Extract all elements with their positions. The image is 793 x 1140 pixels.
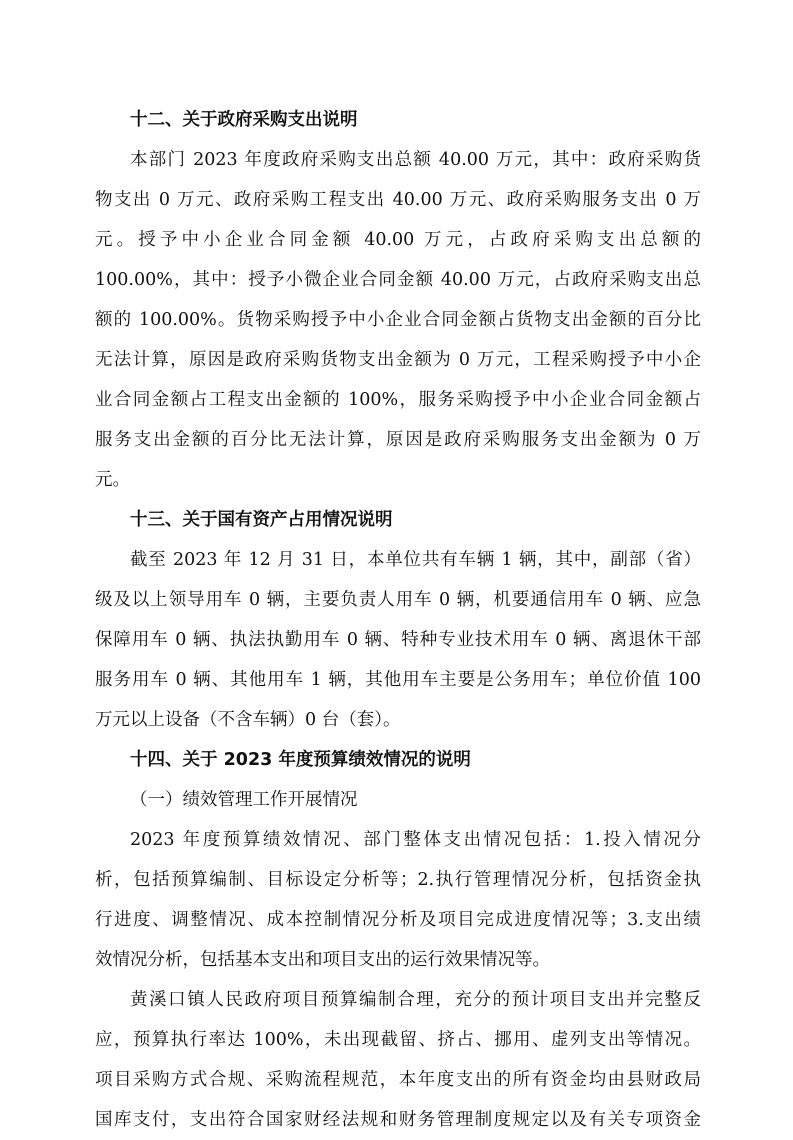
document-page (95, 100, 701, 1140)
text-line: 服务用车 0 辆、其他用车 1 辆，其他用车主要是公务用车；单位价值 100 (95, 670, 701, 690)
text-line: 应，预算执行率达 100%，未出现截留、挤占、挪用、虚列支出等情况。 (95, 1030, 701, 1050)
text-line: 无法计算，原因是政府采购货物支出金额为 0 万元，工程采购授予中小企 (95, 350, 701, 370)
text-line: 本部门 2023 年度政府采购支出总额 40.00 万元，其中：政府采购货 (130, 150, 701, 170)
text-line: 元。 (95, 470, 130, 490)
text-line: 国库支付，支出符合国家财经法规和财务管理制度规定以及有关专项资金 (95, 1110, 701, 1130)
section-13-paragraph (95, 540, 701, 740)
section-12-paragraph (95, 140, 701, 500)
text-line: 项目采购方式合规、采购流程规范，本年度支出的所有资金均由县财政局 (95, 1070, 701, 1090)
text-line: 100.00%，其中：授予小微企业合同金额 40.00 万元，占政府采购支出总 (95, 270, 701, 290)
text-line: 效情况分析，包括基本支出和项目支出的运行效果情况等。 (95, 950, 550, 970)
text-line: 析，包括预算编制、目标设定分析等；2.执行管理情况分析，包括资金执 (95, 870, 701, 890)
text-line: 2023 年度预算绩效情况、部门整体支出情况包括：1.投入情况分 (130, 830, 701, 850)
section-12-heading: 十二、关于政府采购支出说明 (130, 110, 358, 130)
section-14-heading: 十四、关于 2023 年度预算绩效情况的说明 (130, 750, 471, 770)
section-13-heading: 十三、关于国有资产占用情况说明 (130, 510, 393, 530)
text-line: 业合同金额占工程支出金额的 100%，服务采购授予中小企业合同金额占 (95, 390, 701, 410)
text-line: 元。授予中小企业合同金额 40.00 万元，占政府采购支出总额的 (95, 230, 701, 250)
text-line: 物支出 0 万元、政府采购工程支出 40.00 万元、政府采购服务支出 0 万 (95, 190, 701, 210)
text-line: 服务支出金额的百分比无法计算，原因是政府采购服务支出金额为 0 万 (95, 430, 701, 450)
text-line: 保障用车 0 辆、执法执勤用车 0 辆、特种专业技术用车 0 辆、离退休干部 (95, 630, 701, 650)
text-line: 级及以上领导用车 0 辆，主要负责人用车 0 辆，机要通信用车 0 辆、应急 (95, 590, 701, 610)
text-line: 万元以上设备（不含车辆）0 台（套）。 (95, 710, 401, 730)
section-14-subheading: （一）绩效管理工作开展情况 (130, 790, 358, 810)
section-14-paragraph-2 (95, 980, 701, 1140)
section-14-paragraph-1 (95, 820, 701, 980)
text-line: 黄溪口镇人民政府项目预算编制合理，充分的预计项目支出并完整反 (130, 990, 701, 1010)
text-line: 截至 2023 年 12 月 31 日，本单位共有车辆 1 辆，其中，副部（省） (130, 550, 701, 570)
text-line: 额的 100.00%。货物采购授予中小企业合同金额占货物支出金额的百分比 (95, 310, 701, 330)
text-line: 行进度、调整情况、成本控制情况分析及项目完成进度情况等；3.支出绩 (95, 910, 701, 930)
